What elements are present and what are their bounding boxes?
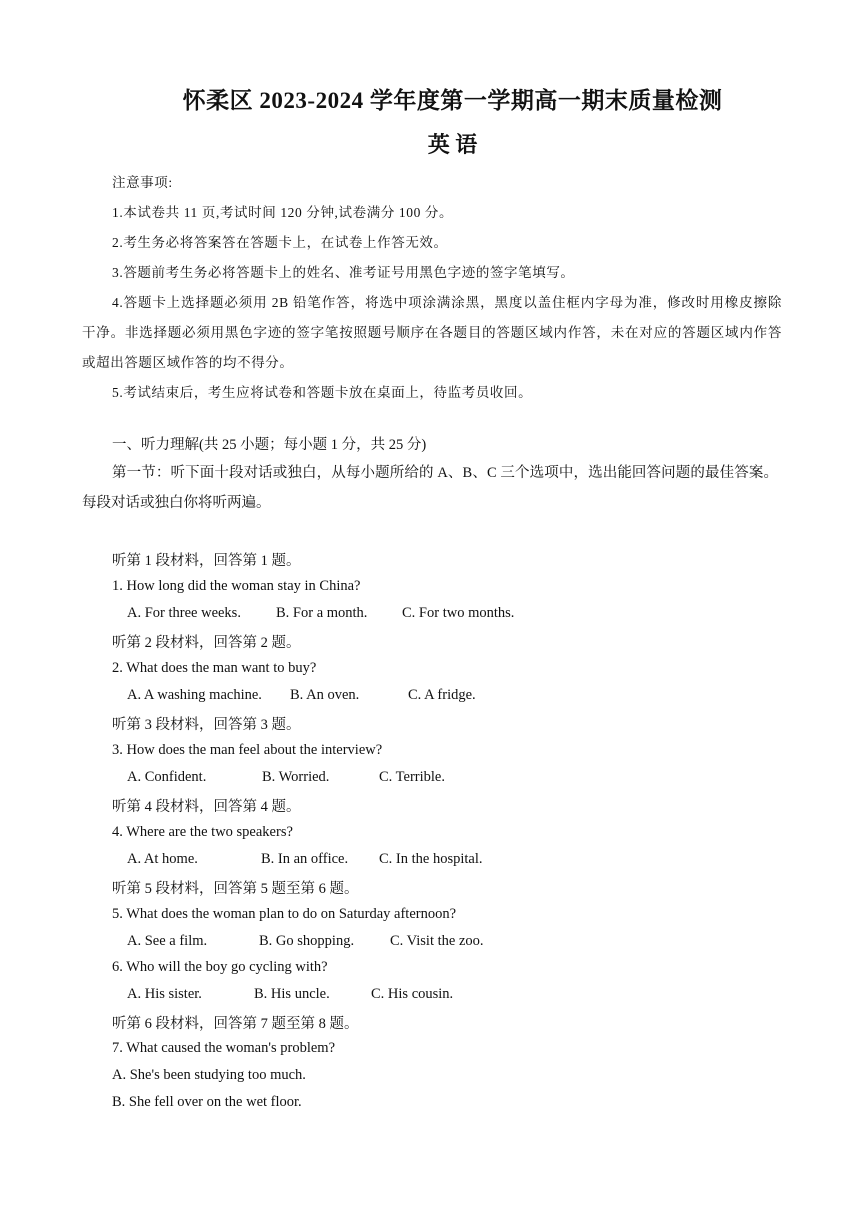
option-a: A. For three weeks.	[127, 605, 241, 621]
question-1: 1. How long did the woman stay in China?	[112, 578, 361, 594]
option-a: A. His sister.	[127, 986, 202, 1002]
option-c: C. In the hospital.	[379, 851, 483, 867]
question-5: 5. What does the woman plan to do on Saturday afternoon?	[112, 906, 457, 922]
section-instruction-block	[82, 458, 778, 518]
option-c: C. His cousin.	[371, 986, 454, 1002]
notice-heading: 注意事项:	[112, 175, 173, 190]
question-4: 4. Where are the two speakers?	[112, 824, 293, 840]
option-b: B. Go shopping.	[259, 933, 355, 949]
option-a: A. At home.	[127, 851, 198, 867]
option-a: A. Confident.	[127, 769, 207, 785]
option-a: A. See a film.	[127, 933, 208, 949]
option-b: B. Worried.	[262, 769, 330, 785]
exam-title: 怀柔区 2023-2024 学年度第一学期高一期末质量检测	[182, 88, 723, 113]
option-b: B. An oven.	[290, 687, 360, 703]
notice-item-2: 2.考生务必将答案答在答题卡上，在试卷上作答无效。	[112, 235, 448, 250]
exam-subject: 英 语	[427, 132, 478, 157]
material-1: 听第 1 段材料，回答第 1 题。	[112, 553, 301, 569]
question-7-option-b: B. She fell over on the wet floor.	[112, 1094, 302, 1110]
section-heading: 一、听力理解(共 25 小题；每小题 1 分，共 25 分)	[112, 437, 427, 453]
question-3: 3. How does the man feel about the interview?	[112, 742, 383, 758]
section-instruction: 第一节：听下面十段对话或独白，从每小题所给的 A、B、C 三个选项中，选出能回答问题的最佳答案。每段对话或独白你将听两遍。	[82, 465, 778, 511]
question-7-option-a: A. She's been studying too much.	[112, 1067, 306, 1083]
question-6: 6. Who will the boy go cycling with?	[112, 959, 328, 975]
notice-item-1: 1.本试卷共 11 页,考试时间 120 分钟,试卷满分 100 分。	[112, 205, 454, 220]
notice-item-4: 4.答题卡上选择题必须用 2B 铅笔作答，将选中项涂满涂黑，黑度以盖住框内字母为准，修改时用橡皮擦除干净。非选择题必须用黑色字迹的签字笔按照题号顺序在各题目的答题区域内作答，未在对应的答题区域内作答或超出答题区域作答的均不得分。	[82, 295, 782, 370]
material-3: 听第 3 段材料，回答第 3 题。	[112, 717, 301, 733]
option-c: C. For two months.	[402, 605, 515, 621]
option-a: A. A washing machine.	[127, 687, 262, 703]
option-b: B. His uncle.	[254, 986, 330, 1002]
option-c: C. Terrible.	[379, 769, 445, 785]
material-5: 听第 5 段材料，回答第 5 题至第 6 题。	[112, 881, 359, 897]
option-b: B. In an office.	[261, 851, 349, 867]
option-c: C. A fridge.	[408, 687, 476, 703]
notice-block	[82, 168, 782, 408]
option-c: C. Visit the zoo.	[390, 933, 484, 949]
notice-item-5: 5.考试结束后，考生应将试卷和答题卡放在桌面上，待监考员收回。	[112, 385, 533, 400]
notice-item-3: 3.答题前考生务必将答题卡上的姓名、准考证号用黑色字迹的签字笔填写。	[112, 265, 575, 280]
question-7: 7. What caused the woman's problem?	[112, 1040, 336, 1056]
option-b: B. For a month.	[276, 605, 368, 621]
material-2: 听第 2 段材料，回答第 2 题。	[112, 635, 301, 651]
material-6: 听第 6 段材料，回答第 7 题至第 8 题。	[112, 1016, 359, 1032]
material-4: 听第 4 段材料，回答第 4 题。	[112, 799, 301, 815]
question-2: 2. What does the man want to buy?	[112, 660, 317, 676]
